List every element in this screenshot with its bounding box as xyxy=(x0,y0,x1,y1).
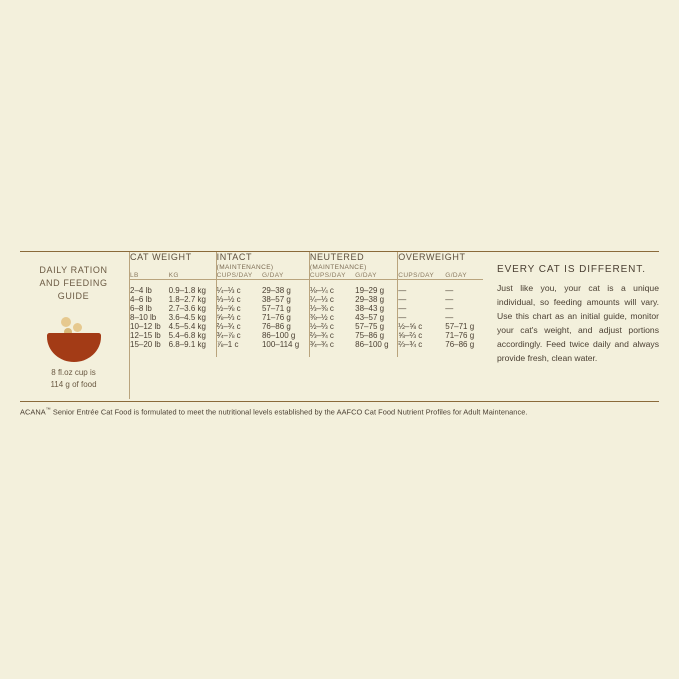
feeding-table-body xyxy=(130,280,483,358)
cell-weight-kg: 0.9–1.8 kg xyxy=(168,286,206,296)
table-row xyxy=(130,340,483,357)
cell-overweight-grams: — xyxy=(445,295,454,305)
cell-intact-cups: ½–⅝ c xyxy=(216,304,262,313)
column-header-overweight-grams: G/DAY xyxy=(445,272,483,280)
group-header-intact xyxy=(216,252,309,272)
column-header-kg: KG xyxy=(169,272,217,280)
group-header-neutered xyxy=(309,252,397,272)
cell-weight-kg: 4.5–5.4 kg xyxy=(168,322,206,332)
cell-intact-grams: 38–57 g xyxy=(261,295,291,305)
bowl-icon xyxy=(47,335,101,362)
feeding-table-group-row xyxy=(130,252,483,272)
guide-title xyxy=(24,264,123,303)
cell-intact-grams: 76–86 g xyxy=(261,322,291,332)
cell-intact-grams: 29–38 g xyxy=(261,286,291,296)
cell-overweight-cups: — xyxy=(398,304,446,313)
feeding-table-area xyxy=(130,252,483,399)
feeding-table-head xyxy=(130,252,483,280)
cell-neutered-grams: 57–75 g xyxy=(355,322,385,332)
cell-neutered-cups: ¾–¾ c xyxy=(309,340,355,357)
group-label: OVERWEIGHT xyxy=(398,252,466,262)
cell-overweight-grams: — xyxy=(445,304,454,314)
cell-intact-grams: 86–100 g xyxy=(261,331,296,341)
group-header-overweight xyxy=(398,252,483,272)
trademark-symbol: ™ xyxy=(45,407,51,414)
feeding-table xyxy=(130,252,483,357)
cell-neutered-cups: ⅓–⅜ c xyxy=(309,304,355,313)
cell-intact-grams: 57–71 g xyxy=(261,304,291,314)
column-header-intact-grams: G/DAY xyxy=(262,272,309,280)
panel-body xyxy=(20,252,659,399)
cell-neutered-grams: 38–43 g xyxy=(355,304,385,314)
cell-intact-cups: ⅓–½ c xyxy=(216,295,262,304)
cell-weight-lb: 8–10 lb xyxy=(130,313,157,323)
feeding-table-subheader-row xyxy=(130,272,483,280)
note-body: Just like you, your cat is a unique individual, so feeding amounts will vary. Use this chart as an initial guide, monitor your cat's weight, and adjust portions accordingly. Feed twice daily and always provide fresh, clean water. xyxy=(497,283,659,363)
group-sublabel: (MAINTENANCE) xyxy=(309,264,367,272)
cup-conversion-caption xyxy=(24,367,123,391)
cell-intact-cups: ⅞–1 c xyxy=(216,340,262,357)
cell-weight-lb: 2–4 lb xyxy=(130,286,152,296)
cell-overweight-cups: ⅔–¾ c xyxy=(398,340,446,357)
cell-neutered-grams: 19–29 g xyxy=(355,286,385,296)
cell-weight-lb: 10–12 lb xyxy=(130,322,161,332)
cell-weight-kg: 2.7–3.6 kg xyxy=(168,304,206,314)
kibble-icon xyxy=(73,323,82,332)
column-header-neutered-grams: G/DAY xyxy=(355,272,398,280)
cell-overweight-grams: — xyxy=(445,286,454,296)
cell-neutered-grams: 43–57 g xyxy=(355,313,385,323)
brand-name: ACANA xyxy=(20,407,46,417)
column-header-intact-cups: CUPS/DAY xyxy=(216,272,262,280)
every-cat-note xyxy=(483,252,659,399)
column-header-lb: LB xyxy=(130,272,169,280)
group-label: INTACT xyxy=(216,252,253,262)
cell-weight-kg: 5.4–6.8 kg xyxy=(168,331,206,341)
cell-overweight-cups: — xyxy=(398,280,446,296)
table-row xyxy=(130,304,483,313)
cell-weight-kg: 3.6–4.5 kg xyxy=(168,313,206,323)
cell-neutered-cups: ½–⅔ c xyxy=(309,322,355,331)
cell-overweight-cups: — xyxy=(398,313,446,322)
cell-intact-cups: ⅝–⅔ c xyxy=(216,313,262,322)
cell-weight-kg: 6.8–9.1 kg xyxy=(168,340,206,350)
cell-overweight-grams: 57–71 g xyxy=(445,322,475,332)
cell-weight-lb: 12–15 lb xyxy=(130,331,161,341)
cell-neutered-grams: 29–38 g xyxy=(355,295,385,305)
cell-overweight-cups: ⅝–⅔ c xyxy=(398,331,446,340)
column-header-neutered-cups: CUPS/DAY xyxy=(309,272,355,280)
cell-weight-lb: 4–6 lb xyxy=(130,295,152,305)
cell-overweight-cups: — xyxy=(398,295,446,304)
group-header-cat-weight xyxy=(130,252,216,272)
cell-neutered-grams: 75–86 g xyxy=(355,331,385,341)
cell-overweight-grams: — xyxy=(445,313,454,323)
guide-title-line1: DAILY RATION xyxy=(39,265,108,275)
aafco-footnote xyxy=(20,402,659,416)
cell-neutered-cups: ⅔–¾ c xyxy=(309,331,355,340)
cell-intact-cups: ¼–⅓ c xyxy=(216,280,262,296)
cell-weight-lb: 6–8 lb xyxy=(130,304,152,314)
group-label: CAT WEIGHT xyxy=(130,252,192,262)
cell-overweight-cups: ½–⅝ c xyxy=(398,322,446,331)
table-row xyxy=(130,331,483,340)
daily-ration-guide xyxy=(20,252,130,399)
cell-neutered-grams: 86–100 g xyxy=(355,340,389,350)
cell-overweight-grams: 76–86 g xyxy=(445,340,475,350)
cell-weight-lb: 15–20 lb xyxy=(130,340,161,350)
group-label: NEUTERED xyxy=(309,252,365,262)
cup-caption-line2: 114 g of food xyxy=(50,380,97,390)
cell-intact-grams: 71–76 g xyxy=(261,313,291,323)
table-row xyxy=(130,322,483,331)
guide-title-line2: AND FEEDING GUIDE xyxy=(39,278,108,302)
cell-intact-cups: ⅔–¾ c xyxy=(216,322,262,331)
cell-intact-cups: ¾–⅞ c xyxy=(216,331,262,340)
group-sublabel: (MAINTENANCE) xyxy=(216,264,274,272)
table-row xyxy=(130,313,483,322)
cup-caption-line1: 8 fl.oz cup is xyxy=(51,368,96,378)
footnote-text: Senior Entrée Cat Food is formulated to meet the nutritional levels established by the AAFCO Cat Food Nutrient Profiles for Adult Maintenance. xyxy=(50,407,528,417)
cell-neutered-cups: ⅜–½ c xyxy=(309,313,355,322)
cell-neutered-cups: ⅛–¼ c xyxy=(309,280,355,296)
food-bowl-icon xyxy=(39,315,109,357)
table-row xyxy=(130,280,483,296)
column-header-overweight-cups: CUPS/DAY xyxy=(398,272,446,280)
kibble-icon xyxy=(61,317,71,327)
cell-neutered-cups: ¼–⅓ c xyxy=(309,295,355,304)
note-heading: EVERY CAT IS DIFFERENT. xyxy=(497,264,646,275)
cell-weight-kg: 1.8–2.7 kg xyxy=(168,295,206,305)
table-row xyxy=(130,295,483,304)
cell-intact-grams: 100–114 g xyxy=(261,340,300,350)
cell-overweight-grams: 71–76 g xyxy=(445,331,475,341)
feeding-guide-panel xyxy=(20,251,659,417)
